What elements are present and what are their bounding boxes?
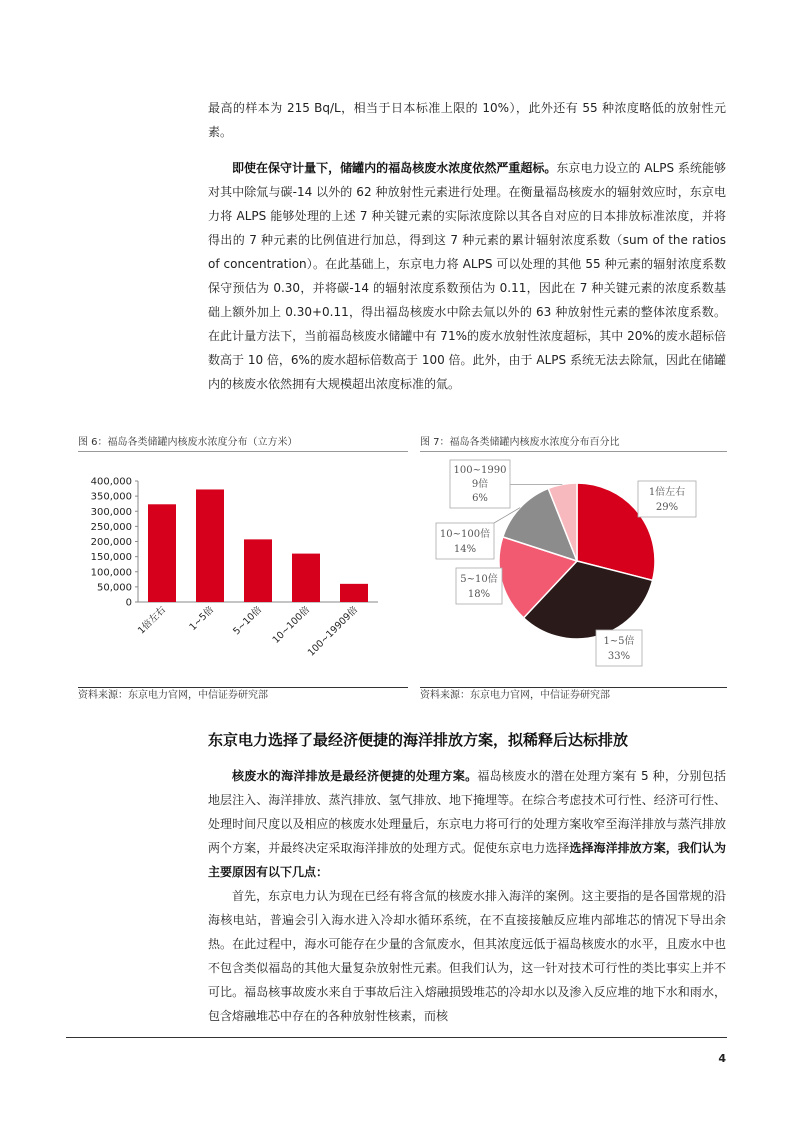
figure-6-source: 资料来源：东京电力官网，中信证券研究部 xyxy=(78,690,268,701)
figure-6-bottom-rule xyxy=(78,687,408,688)
x-tick-label: 1~5倍 xyxy=(187,604,217,634)
body-paragraph-3 xyxy=(208,764,726,884)
bar xyxy=(148,504,176,602)
paragraph-lead: 即使在保守计量下，储罐内的福岛核废水浓度依然严重超标。 xyxy=(232,161,557,175)
pie-pct-label: 29% xyxy=(655,502,679,513)
figure-6-top-rule xyxy=(78,451,408,452)
y-tick-label: 250,000 xyxy=(90,521,132,533)
x-tick-label: 10~100倍 xyxy=(270,604,313,646)
paragraph-lead: 核废水的海洋排放是最经济便捷的处理方案。 xyxy=(232,769,478,783)
figure-6-title: 图 6：福岛各类储罐内核废水浓度分布（立方米） xyxy=(78,437,298,448)
body-paragraph-2 xyxy=(208,156,726,396)
paragraph-text: 首先，东京电力认为现在已经有将含氚的核废水排入海洋的案例。这主要指的是各国常规的沿海核电站，普遍会引入海水进入冷却水循环系统，在不直接接触反应堆内部堆芯的情况下导出余热。在此过程中，海水可能存在少量的含氚废水，但其浓度远低于福岛核废水的水平，且废水中也不包含类似福岛的其他大量复杂放射性元素。但我们认为，这一针对技术可行性的类比事实上并不可比。福岛核事故废水来自于事故后注入熔融损毁堆芯的冷却水以及渗入反应堆的地下水和雨水，包含熔融堆芯中存在的各种放射性核素，而核 xyxy=(208,889,726,1023)
x-tick-label: 100~19909倍 xyxy=(305,604,361,659)
y-tick-label: 150,000 xyxy=(90,552,132,564)
pie-pct-label: 14% xyxy=(453,544,477,555)
bar xyxy=(340,584,368,602)
pie-label: 10~100倍 xyxy=(439,529,491,540)
paragraph-text: 东京电力设立的 ALPS 系统能够对其中除氚与碳-14 以外的 62 种放射性元素进行处理。在衡量福岛核废水的辐射效应时，东京电力将 ALPS 能够处理的上述 7 种关键元素的实际浓度除以其各自对应的日本排放标准浓度，并将得出的 7 种元素的比例值进行加总，得到这 7 种元素的累计辐射浓度系数（sum of the ratios of concentration）。在此基础上，东京电力将 ALPS 可以处理的其他 55 种元素的辐射浓度系数保守预估为 0.30，并将碳-14 的辐射浓度系数预估为 0.11，因此在 7 种关键元素的浓度系数基础上额外加上 0.30+0.11，得出福岛核废水中除去氚以外的 63 种放射性元素的整体浓度系数。在此计量方法下，当前福岛核废水储罐中有 71%的废水放射性浓度超标，其中 20%的废水超标倍数高于 10 倍，6%的废水超标倍数高于 100 倍。此外，由于 ALPS 系统无法去除氚，因此在储罐内的核废水依然拥有大规模超出浓度标准的氚。 xyxy=(208,161,726,391)
pie-pct-label: 18% xyxy=(467,589,491,600)
x-tick-label: 5~10倍 xyxy=(231,604,265,638)
page-number: 4 xyxy=(718,1052,726,1065)
paragraph-text: 福岛核废水的潜在处理方案有 5 种，分别包括地层注入、海洋排放、蒸汽排放、氢气排放、地下掩埋等。在综合考虑技术可行性、经济可行性、处理时间尺度以及相应的核废水处理量后，东京电力将可行的处理方案收窄至海洋排放与蒸汽排放两个方案，并最终决定采取海洋排放的处理方式。促使东京电力选择 xyxy=(208,769,726,855)
body-paragraph-4 xyxy=(208,884,726,1028)
x-tick-label: 1倍左右 xyxy=(135,604,169,637)
y-tick-label: 0 xyxy=(125,597,132,609)
y-tick-label: 400,000 xyxy=(90,476,132,488)
pie-label: 1~5倍 xyxy=(603,636,635,647)
section-title: 东京电力选择了最经济便捷的海洋排放方案，拟稀释后达标排放 xyxy=(208,731,629,749)
y-tick-label: 350,000 xyxy=(90,491,132,503)
paragraph-text: 最高的样本为 215 Bq/L，相当于日本标准上限的 10%），此外还有 55 种浓度略低的放射性元素。 xyxy=(208,101,726,139)
bar xyxy=(244,539,272,602)
y-tick-label: 100,000 xyxy=(90,567,132,579)
body-paragraph-1 xyxy=(208,96,726,144)
figure-7-source: 资料来源：东京电力官网，中信证券研究部 xyxy=(420,690,610,701)
figure-7-title: 图 7：福岛各类储罐内核废水浓度分布百分比 xyxy=(420,437,620,448)
pie-label: 1倍左右 xyxy=(648,487,686,498)
pie-label: 100~1990 xyxy=(453,465,507,476)
pie-pct-label: 33% xyxy=(607,651,631,662)
pie-label: 5~10倍 xyxy=(460,574,498,585)
figure-7-bottom-rule xyxy=(420,687,727,688)
pie-chart xyxy=(420,458,727,678)
footer-rule xyxy=(66,1037,727,1038)
bar xyxy=(292,554,320,602)
y-tick-label: 300,000 xyxy=(90,506,132,518)
bar xyxy=(196,489,224,602)
figure-7-top-rule xyxy=(420,451,727,452)
y-tick-label: 200,000 xyxy=(90,537,132,548)
pie-label: 9倍 xyxy=(471,479,489,490)
y-tick-label: 50,000 xyxy=(97,582,132,594)
pie-pct-label: 6% xyxy=(472,493,488,504)
bar-chart xyxy=(78,468,398,683)
paragraph-tail: 选择海洋排放方案，我们认为主要原因有以下几点： xyxy=(208,841,726,879)
